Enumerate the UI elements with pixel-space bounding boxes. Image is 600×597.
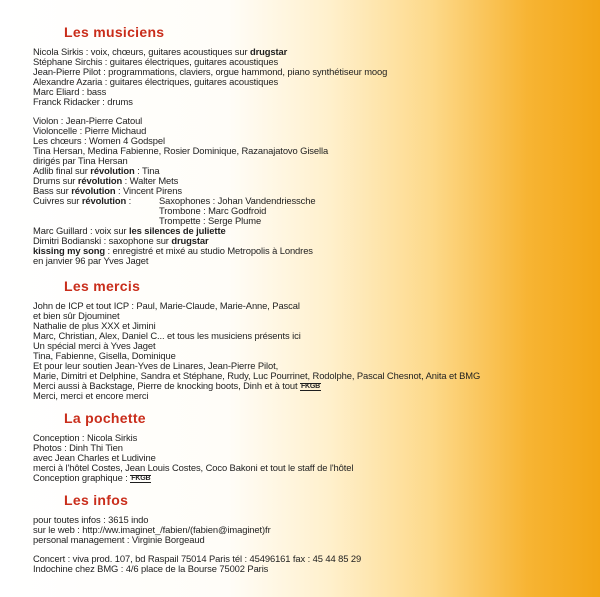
thanks-line: Marc, Christian, Alex, Daniel C... et tous les musiciens présents ici (33, 330, 301, 341)
credit-line: Violoncelle : Pierre Michaud (33, 125, 147, 136)
sleeve-line: Conception : Nicola Sirkis (33, 432, 138, 443)
credit-line: Nicola Sirkis : voix, chœurs, guitares acoustiques sur drugstar (33, 46, 288, 57)
credit-line: Violon : Jean-Pierre Catoul (33, 115, 143, 126)
section-title-infos: Les infos (64, 492, 129, 508)
fkgb-logo: FKGB (131, 475, 151, 482)
thanks-line: Nathalie de plus XXX et Jimini (33, 320, 156, 331)
thanks-line: Tina, Fabienne, Gisella, Dominique (33, 350, 176, 361)
sleeve-line: merci à l'hôtel Costes, Jean Louis Costes, Coco Bakoni et tout le staff de l'hôtel (33, 462, 354, 473)
fkgb-logo: FKGB (300, 383, 321, 390)
credit-line: Tina Hersan, Medina Fabienne, Rosier Dominique, Razanajatovo Gisella (33, 145, 329, 156)
credit-line: Adlib final sur révolution : Tina (33, 165, 160, 176)
credit-line: Bass sur révolution : Vincent Pirens (33, 185, 182, 196)
credit-line: Cuivres sur révolution : (33, 195, 132, 206)
thanks-line: Un spécial merci à Yves Jaget (33, 340, 156, 351)
credit-line: Les chœurs : Women 4 Godspel (33, 135, 165, 146)
info-line: Indochine chez BMG : 4/6 place de la Bourse 75002 Paris (33, 563, 269, 574)
section-title-mercis: Les mercis (64, 278, 141, 294)
sleeve-line: Conception graphique : FKGB (33, 472, 151, 483)
info-line: personal management : Virginie Borgeaud (33, 534, 205, 545)
credit-line: dirigés par Tina Hersan (33, 155, 128, 166)
credit-line: Franck Ridacker : drums (33, 96, 133, 107)
thanks-line: Merci aussi à Backstage, Pierre de knocking boots, Dinh et à tout FKGB (33, 380, 321, 391)
credit-line: Stéphane Sirchis : guitares électriques, guitares acoustiques (33, 56, 279, 67)
credit-line-indented: Trompette : Serge Plume (159, 215, 262, 226)
credit-line: Dimitri Bodianski : saxophone sur drugstar (33, 235, 209, 246)
sleeve-line: Photos : Dinh Thi Tien (33, 442, 123, 453)
section-title-pochette: La pochette (64, 410, 146, 426)
section-title-musiciens: Les musiciens (64, 24, 165, 40)
info-line: sur le web : http://ww.imaginet_/fabien/(fabien@imaginet)fr (33, 524, 271, 535)
credit-line: en janvier 96 par Yves Jaget (33, 255, 149, 266)
thanks-line: Merci, merci et encore merci (33, 390, 149, 401)
info-line: Concert : viva prod. 107, bd Raspail 75014 Paris tél : 45496161 fax : 45 44 85 29 (33, 553, 362, 564)
credit-line: Marc Eliard : bass (33, 86, 107, 97)
credit-line: kissing my song : enregistré et mixé au studio Metropolis à Londres (33, 245, 313, 256)
thanks-line: Marie, Dimitri et Delphine, Sandra et Stéphane, Rudy, Luc Pourrinet, Rodolphe, Pascal Chesnot, Anita et BMG (33, 370, 481, 381)
thanks-line: et bien sûr Djouminet (33, 310, 120, 321)
credit-line-indented: Trombone : Marc Godfroid (159, 205, 267, 216)
credit-line: Drums sur révolution : Walter Mets (33, 175, 179, 186)
info-line: pour toutes infos : 3615 indo (33, 514, 149, 525)
sleeve-line: avec Jean Charles et Ludivine (33, 452, 156, 463)
credit-line: Alexandre Azaria : guitares électriques, guitares acoustiques (33, 76, 279, 87)
credit-line: Marc Guillard : voix sur les silences de juliette (33, 225, 226, 236)
thanks-line: Et pour leur soutien Jean-Yves de Linares, Jean-Pierre Pilot, (33, 360, 279, 371)
thanks-line: John de ICP et tout ICP : Paul, Marie-Claude, Marie-Anne, Pascal (33, 300, 300, 311)
credit-line-indented: Saxophones : Johan Vandendriessche (159, 195, 316, 206)
credit-line: Jean-Pierre Pilot : programmations, claviers, orgue hammond, piano synthétiseur moog (33, 66, 388, 77)
